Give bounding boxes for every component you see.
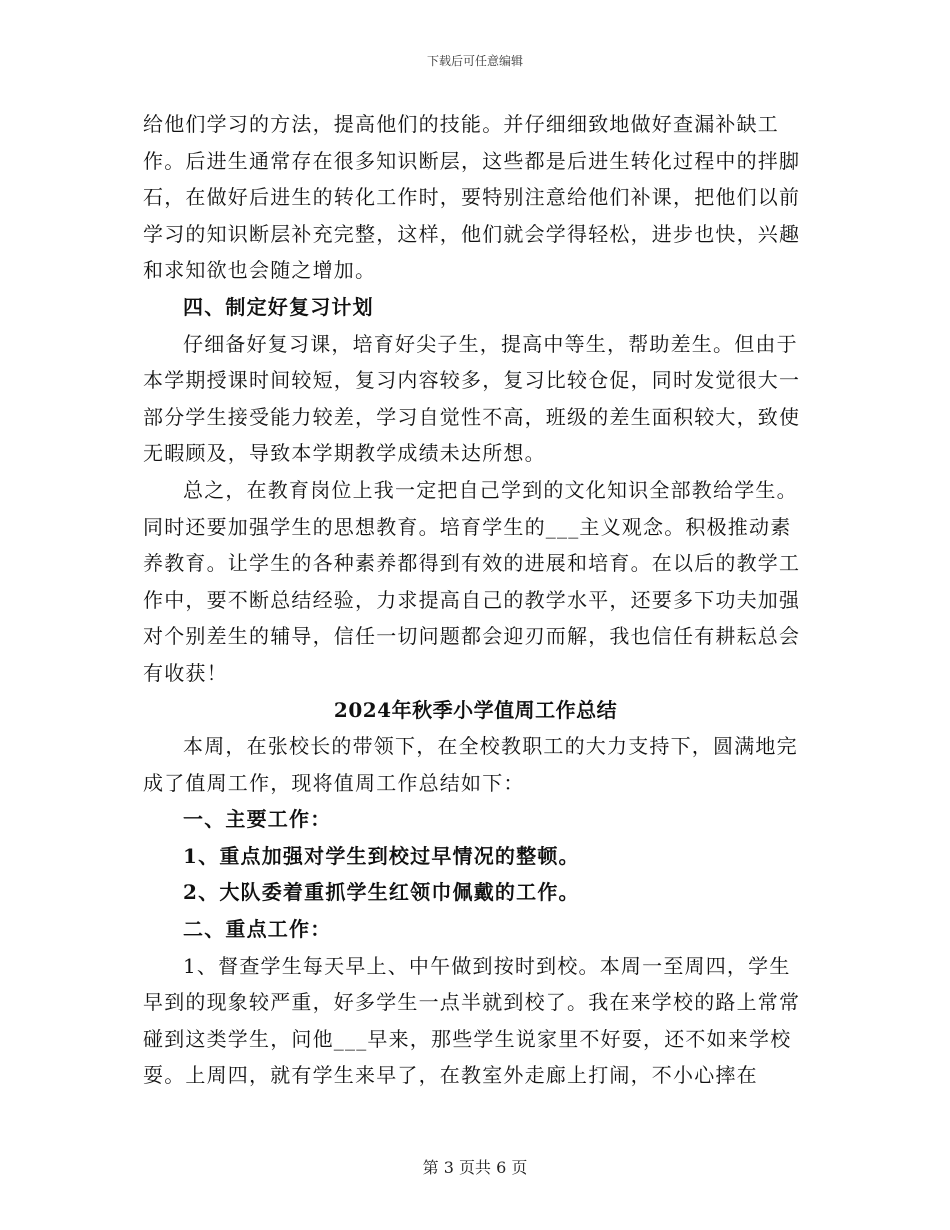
- document-body: [143, 106, 808, 1094]
- page-footer: 第 3 页共 6 页: [422, 1158, 528, 1177]
- section-heading-key-work: 二、重点工作：: [183, 917, 332, 942]
- section-heading-main-work: 一、主要工作：: [183, 807, 332, 832]
- document-title: 2024年秋季小学值周工作总结: [333, 697, 618, 722]
- paragraph-review: 仔细备好复习课，培育好尖子生，提高中等生，帮助差生。但由于本学期授课时间较短，复习内容较多，复习比较仓促，同时发觉很大一部分学生接受能力较差，学习自觉性不高，班级的差生面积较大，致使无暇顾及，导致本学期教学成绩未达所想。: [143, 331, 801, 466]
- paragraph-continuation: 给他们学习的方法，提高他们的技能。并仔细细致地做好查漏补缺工作。后进生通常存在很多知识断层，这些都是后进生转化过程中的拌脚石，在做好后进生的转化工作时，要特别注意给他们补课，把他们以前学习的知识断层补充完整，这样，他们就会学得轻松，进步也快，兴趣和求知欲也会随之增加。: [143, 112, 801, 283]
- paragraph-conclusion: 总之，在教育岗位上我一定把自己学到的文化知识全部教给学生。同时还要加强学生的思想教育。培育学生的___主义观念。积极推动素养教育。让学生的各种素养都得到有效的进展和培育。在以后的教学工作中，要不断总结经验，力求提高自己的教学水平，还要多下功夫加强对个别差生的辅导，信任一切问题都会迎刃而解，我也信任有耕耘总会有收获！: [143, 477, 801, 685]
- list-item-main-work-1: 1、重点加强对学生到校过早情况的整顿。: [183, 843, 580, 868]
- page-header: 下载后可任意编辑: [426, 54, 523, 68]
- list-item-main-work-2: 2、大队委着重抓学生红领巾佩戴的工作。: [183, 880, 580, 905]
- section-heading-review-plan: 四、制定好复习计划: [183, 294, 374, 319]
- paragraph-intro: 本周，在张校长的带领下，在全校教职工的大力支持下，圆满地完成了值周工作，现将值周工作总结如下：: [143, 734, 798, 795]
- paragraph-key-work-1: 1、督查学生每天早上、中午做到按时到校。本周一至周四，学生早到的现象较严重，好多学生一点半就到校了。我在来学校的路上常常碰到这类学生，问他___早来，那些学生说家里不好耍，还不如来学校耍。上周四，就有学生来早了，在教室外走廊上打闹，不小心摔在: [143, 953, 801, 1088]
